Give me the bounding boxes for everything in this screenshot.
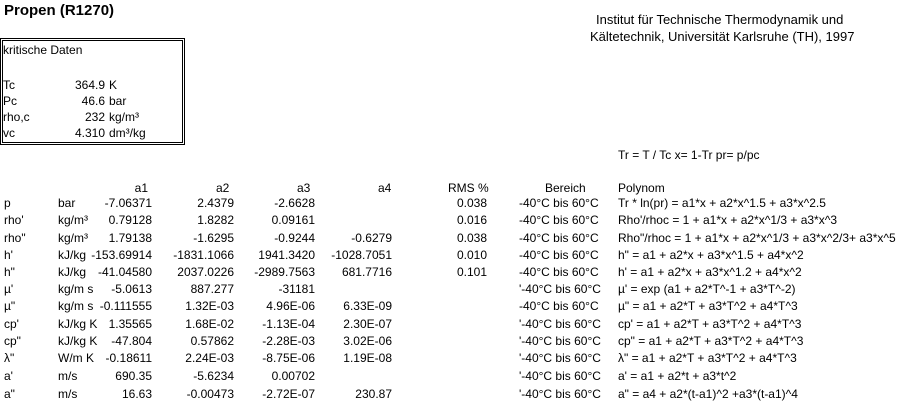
critical-symbol: vc bbox=[3, 126, 15, 140]
coef-bereich: -40°C bis 60°C bbox=[519, 196, 599, 210]
coef-a4: 230.87 bbox=[355, 387, 392, 401]
coef-symbol: p bbox=[4, 196, 11, 210]
coef-a4: 6.33E-09 bbox=[343, 299, 392, 313]
coef-a1: 1.35565 bbox=[108, 317, 152, 331]
critical-symbol: rho,c bbox=[3, 110, 30, 124]
coef-a2: 887.277 bbox=[190, 282, 234, 296]
critical-row bbox=[1, 110, 184, 126]
coef-bereich: -40°C bis 60°C bbox=[519, 299, 599, 313]
coef-a3: -2.6628 bbox=[274, 196, 315, 210]
header-polynom: Polynom bbox=[618, 181, 665, 195]
table-row bbox=[0, 213, 923, 230]
coef-a2: 2.4379 bbox=[197, 196, 234, 210]
coef-a2: 0.57862 bbox=[190, 334, 234, 348]
coef-a2: 1.68E-02 bbox=[185, 317, 234, 331]
header-bereich: Bereich bbox=[545, 181, 586, 195]
coef-a4: 1.19E-08 bbox=[343, 351, 392, 365]
coef-a4: -0.6279 bbox=[351, 231, 392, 245]
coef-symbol: λ" bbox=[4, 351, 15, 365]
critical-value: 46.6 bbox=[81, 94, 105, 108]
header-a1: a1 bbox=[134, 181, 148, 195]
coef-polynom: Tr * ln(pr) = a1*x + a2*x^1.5 + a3*x^2.5 bbox=[618, 196, 826, 210]
coef-symbol: rho" bbox=[4, 231, 26, 245]
coef-polynom: Rho"/rhoc = 1 + a1*x + a2*x^1/3 + a3*x^2/3+ a3*x^5 bbox=[618, 231, 896, 245]
coef-symbol: h' bbox=[4, 248, 13, 262]
header-a3: a3 bbox=[297, 181, 311, 195]
coef-a2: 1.32E-03 bbox=[185, 299, 234, 313]
critical-row bbox=[1, 78, 184, 94]
coef-symbol: h" bbox=[4, 265, 15, 279]
table-row bbox=[0, 317, 923, 334]
page-title: Propen (R1270) bbox=[4, 2, 115, 19]
header-rms: RMS % bbox=[448, 181, 489, 195]
critical-value: 232 bbox=[84, 110, 105, 124]
table-row bbox=[0, 231, 923, 248]
table-row bbox=[0, 334, 923, 351]
coef-polynom: h" = a1 + a2*x + a3*x^1.5 + a4*x^2 bbox=[618, 248, 804, 262]
coef-polynom: a' = a1 + a2*t + a3*t^2 bbox=[618, 369, 737, 383]
critical-symbol: Pc bbox=[3, 94, 18, 108]
coef-rms: 0.101 bbox=[456, 265, 487, 279]
header-a4: a4 bbox=[378, 181, 392, 195]
coef-symbol: µ" bbox=[4, 299, 16, 313]
coef-polynom: µ' = exp (a1 + a2*T^-1 + a3*T^-2) bbox=[618, 282, 796, 296]
coef-a1: 0.79128 bbox=[108, 213, 152, 227]
table-row bbox=[0, 299, 923, 316]
table-row bbox=[0, 265, 923, 282]
coef-a2: 1.8282 bbox=[197, 213, 234, 227]
coef-a2: -0.00473 bbox=[186, 387, 234, 401]
coef-polynom: cp" = a1 + a2*T + a3*T^2 + a4*T^3 bbox=[618, 334, 804, 348]
coef-a3: 0.09161 bbox=[271, 213, 315, 227]
table-row bbox=[0, 248, 923, 265]
coef-polynom: a" = a4 + a2*(t-a1)^2 +a3*(t-a1)^4 bbox=[618, 387, 798, 401]
coef-a2: -1831.1066 bbox=[173, 248, 234, 262]
coef-rms: 0.038 bbox=[456, 196, 487, 210]
coef-a1: 16.63 bbox=[121, 387, 152, 401]
coef-rms: 0.038 bbox=[456, 231, 487, 245]
coef-unit: kJ/kg bbox=[58, 248, 87, 262]
critical-unit: kg/m³ bbox=[109, 110, 139, 124]
coef-rms: 0.010 bbox=[456, 248, 487, 262]
coef-unit: W/m K bbox=[58, 351, 94, 365]
coef-rms: 0.016 bbox=[456, 213, 487, 227]
critical-unit: dm³/kg bbox=[109, 126, 146, 140]
coef-symbol: a" bbox=[4, 387, 15, 401]
table-row bbox=[0, 282, 923, 299]
coef-a1: -41.04580 bbox=[97, 265, 152, 279]
coef-a2: 2.24E-03 bbox=[185, 351, 234, 365]
coef-a1: -47.804 bbox=[111, 334, 152, 348]
coef-bereich: '-40°C bis 60°C bbox=[519, 317, 601, 331]
coef-unit: kJ/kg K bbox=[58, 317, 98, 331]
coef-bereich: -40°C bis 60°C bbox=[519, 265, 599, 279]
critical-value: 4.310 bbox=[74, 126, 105, 140]
coef-a3: -2.28E-03 bbox=[262, 334, 315, 348]
critical-row bbox=[1, 126, 184, 142]
coef-polynom: Rho'/rhoc = 1 + a1*x + a2*x^1/3 + a3*x^3 bbox=[618, 213, 838, 227]
table-row bbox=[0, 369, 923, 386]
coef-symbol: cp" bbox=[4, 334, 21, 348]
coef-a3: 4.96E-06 bbox=[266, 299, 315, 313]
coef-a3: 1941.3420 bbox=[258, 248, 315, 262]
coef-a2: 2037.0226 bbox=[177, 265, 234, 279]
coef-unit: m/s bbox=[58, 369, 78, 383]
critical-unit: K bbox=[109, 78, 118, 92]
coef-a3: -2989.7563 bbox=[254, 265, 315, 279]
coef-bereich: '-40°C bis 60°C bbox=[519, 387, 601, 401]
institute-line-1: Institut für Technische Thermodynamik und bbox=[596, 12, 844, 27]
coef-unit: kg/m s bbox=[58, 282, 94, 296]
coef-bereich: -40°C bis 60°C bbox=[519, 231, 599, 245]
coef-bereich: -40°C bis 60°C bbox=[519, 248, 599, 262]
coef-unit: kg/m³ bbox=[58, 213, 88, 227]
institute-line-2: Kältetechnik, Universität Karlsruhe (TH), 1997 bbox=[590, 29, 855, 44]
coef-a4: -1028.7051 bbox=[331, 248, 392, 262]
coef-a4: 2.30E-07 bbox=[343, 317, 392, 331]
coef-unit: m/s bbox=[58, 387, 78, 401]
coef-a1: -0.111555 bbox=[99, 299, 152, 313]
coef-a1: -5.0613 bbox=[111, 282, 152, 296]
coef-a2: -1.6295 bbox=[193, 231, 234, 245]
coef-a1: 690.35 bbox=[115, 369, 152, 383]
coef-a1: -7.06371 bbox=[104, 196, 152, 210]
coef-symbol: µ' bbox=[4, 282, 14, 296]
coef-symbol: a' bbox=[4, 369, 13, 383]
coef-a3: -0.9244 bbox=[274, 231, 315, 245]
coef-bereich: '-40°C bis 60°C bbox=[519, 282, 601, 296]
coef-polynom: λ" = a1 + a2*T + a3*T^2 + a4*T^3 bbox=[618, 351, 797, 365]
critical-value: 364.9 bbox=[74, 78, 105, 92]
coef-bereich: '-40°C bis 60°C bbox=[519, 334, 601, 348]
critical-symbol: Tc bbox=[3, 78, 15, 92]
coef-symbol: rho' bbox=[4, 213, 24, 227]
table-row bbox=[0, 387, 923, 404]
coef-a4: 3.02E-06 bbox=[343, 334, 392, 348]
coef-unit: bar bbox=[58, 196, 76, 210]
coef-a1: -0.18611 bbox=[105, 351, 152, 365]
coef-unit: kg/m s bbox=[58, 299, 94, 313]
critical-row bbox=[1, 94, 184, 110]
coef-a1: 1.79138 bbox=[108, 231, 152, 245]
coef-polynom: µ" = a1 + a2*T + a3*T^2 + a4*T^3 bbox=[618, 299, 798, 313]
coef-bereich: '-40°C bis 60°C bbox=[519, 369, 601, 383]
critical-data-heading: kritische Daten bbox=[3, 43, 83, 57]
coef-a2: -5.6234 bbox=[193, 369, 234, 383]
coef-a3: -2.72E-07 bbox=[262, 387, 315, 401]
coef-polynom: h' = a1 + a2*x + a3*x^1.2 + a4*x^2 bbox=[618, 265, 802, 279]
critical-unit: bar bbox=[109, 94, 127, 108]
coef-a1: -153.69914 bbox=[91, 248, 152, 262]
coef-unit: kJ/kg K bbox=[58, 334, 98, 348]
coef-polynom: cp' = a1 + a2*T + a3*T^2 + a4*T^3 bbox=[618, 317, 802, 331]
coef-a4: 681.7716 bbox=[341, 265, 392, 279]
header-a2: a2 bbox=[216, 181, 230, 195]
coef-bereich: -40°C bis 60°C bbox=[519, 213, 599, 227]
coef-a3: -8.75E-06 bbox=[262, 351, 315, 365]
coef-symbol: cp' bbox=[4, 317, 19, 331]
reduced-variables-formula: Tr = T / Tc x= 1-Tr pr= p/pc bbox=[618, 148, 760, 162]
table-row bbox=[0, 196, 923, 213]
table-row bbox=[0, 351, 923, 368]
coef-a3: -1.13E-04 bbox=[262, 317, 315, 331]
coef-bereich: '-40°C bis 60°C bbox=[519, 351, 601, 365]
coef-a3: -31181 bbox=[278, 282, 315, 296]
critical-data-box bbox=[0, 38, 185, 145]
coef-unit: kJ/kg bbox=[58, 265, 87, 279]
coef-unit: kg/m³ bbox=[58, 231, 88, 245]
coef-a3: 0.00702 bbox=[271, 369, 315, 383]
